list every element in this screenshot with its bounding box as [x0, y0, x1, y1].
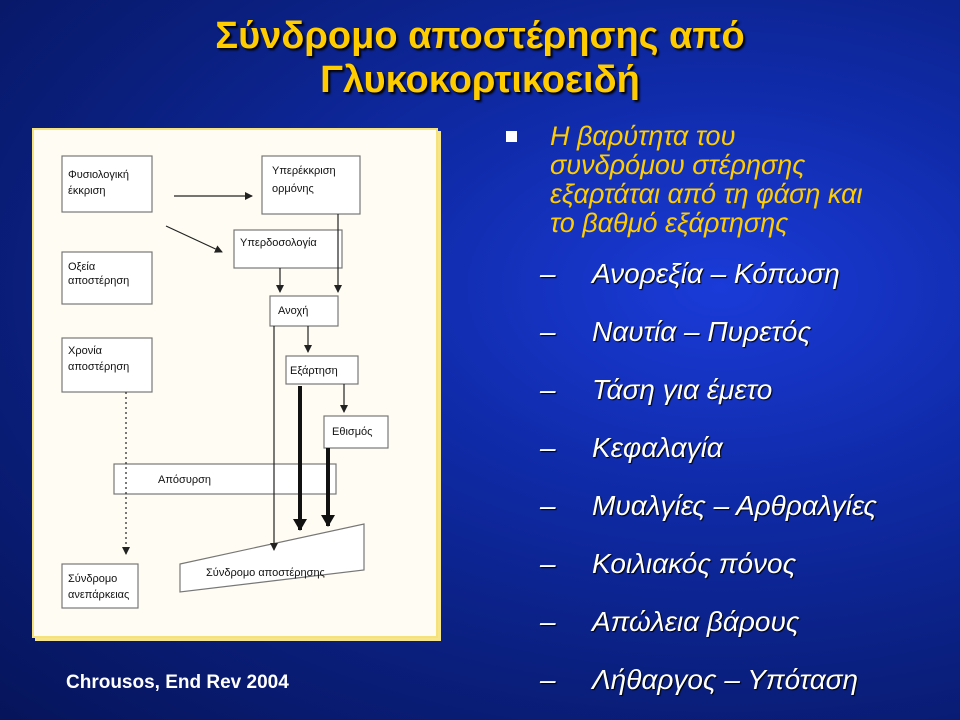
label-insufficiency-syndrome-2: ανεπάρκειας — [68, 589, 130, 601]
main-bullet-line: συνδρόμου στέρησης — [550, 150, 806, 180]
main-bullet-line: το βαθμό εξάρτησης — [550, 208, 789, 238]
slide-title — [0, 14, 960, 102]
dash-marker: – — [540, 432, 556, 463]
diagram-canvas — [34, 130, 436, 636]
symptom-text: Τάση για έμετο — [592, 374, 773, 405]
label-hypersecretion-2: ορμόνης — [272, 183, 314, 195]
symptom-text: Λήθαργος – Υπόταση — [592, 664, 859, 695]
label-insufficiency-syndrome-1: Σύνδρομο — [68, 573, 118, 585]
label-tolerance: Ανοχή — [278, 305, 309, 317]
dash-marker: – — [540, 606, 556, 637]
symptom-text: Κεφαλαγία — [592, 432, 723, 463]
slide-title-line2: Γλυκοκορτικοειδή — [320, 59, 640, 101]
symptom-text: Ανορεξία – Κόπωση — [592, 258, 840, 289]
label-overdose: Υπερδοσολογία — [240, 237, 317, 249]
box-withdrawal — [114, 464, 336, 494]
label-withdrawal: Απόσυρση — [158, 474, 212, 486]
dash-marker: – — [540, 258, 556, 289]
box-normal-secretion — [62, 156, 152, 212]
label-normal-secretion-2: έκκριση — [68, 185, 106, 197]
citation: Chrousos, End Rev 2004 — [66, 672, 289, 693]
dash-marker: – — [540, 664, 556, 695]
bullet-square-icon — [506, 131, 517, 142]
symptom-text: Μυαλγίες – Αρθραλγίες — [592, 490, 878, 521]
label-acute-withdrawal-1: Οξεία — [68, 261, 96, 273]
label-dependence: Εξάρτηση — [290, 365, 338, 377]
label-chronic-withdrawal-1: Χρονία — [68, 345, 103, 357]
label-hypersecretion-1: Υπερέκκριση — [272, 165, 336, 177]
label-acute-withdrawal-2: αποστέρηση — [68, 275, 130, 287]
dash-marker: – — [540, 548, 556, 579]
label-habituation: Εθισμός — [332, 426, 373, 438]
symptom-text: Απώλεια βάρους — [592, 606, 800, 637]
dash-marker: – — [540, 490, 556, 521]
label-chronic-withdrawal-2: αποστέρηση — [68, 361, 130, 373]
box-insufficiency-syndrome — [62, 564, 138, 608]
box-withdrawal-syndrome — [180, 524, 364, 592]
main-bullet-text — [550, 122, 950, 238]
box-overdose — [234, 230, 342, 268]
label-withdrawal-syndrome: Σύνδρομο αποστέρησης — [206, 567, 325, 579]
symptom-text: Ναυτία – Πυρετός — [592, 316, 812, 347]
dash-marker: – — [540, 374, 556, 405]
main-bullet-line: Η βαρύτητα του — [550, 121, 736, 151]
symptom-text: Κοιλιακός πόνος — [592, 548, 797, 579]
withdrawal-flow-diagram — [32, 128, 438, 638]
arrow-to-overdose — [166, 226, 222, 252]
main-bullet-line: εξαρτάται από τη φάση και — [550, 179, 863, 209]
label-normal-secretion-1: Φυσιολογική — [68, 169, 129, 181]
slide-title-line1: Σύνδρομο αποστέρησης από — [215, 15, 745, 57]
dash-marker: – — [540, 316, 556, 347]
